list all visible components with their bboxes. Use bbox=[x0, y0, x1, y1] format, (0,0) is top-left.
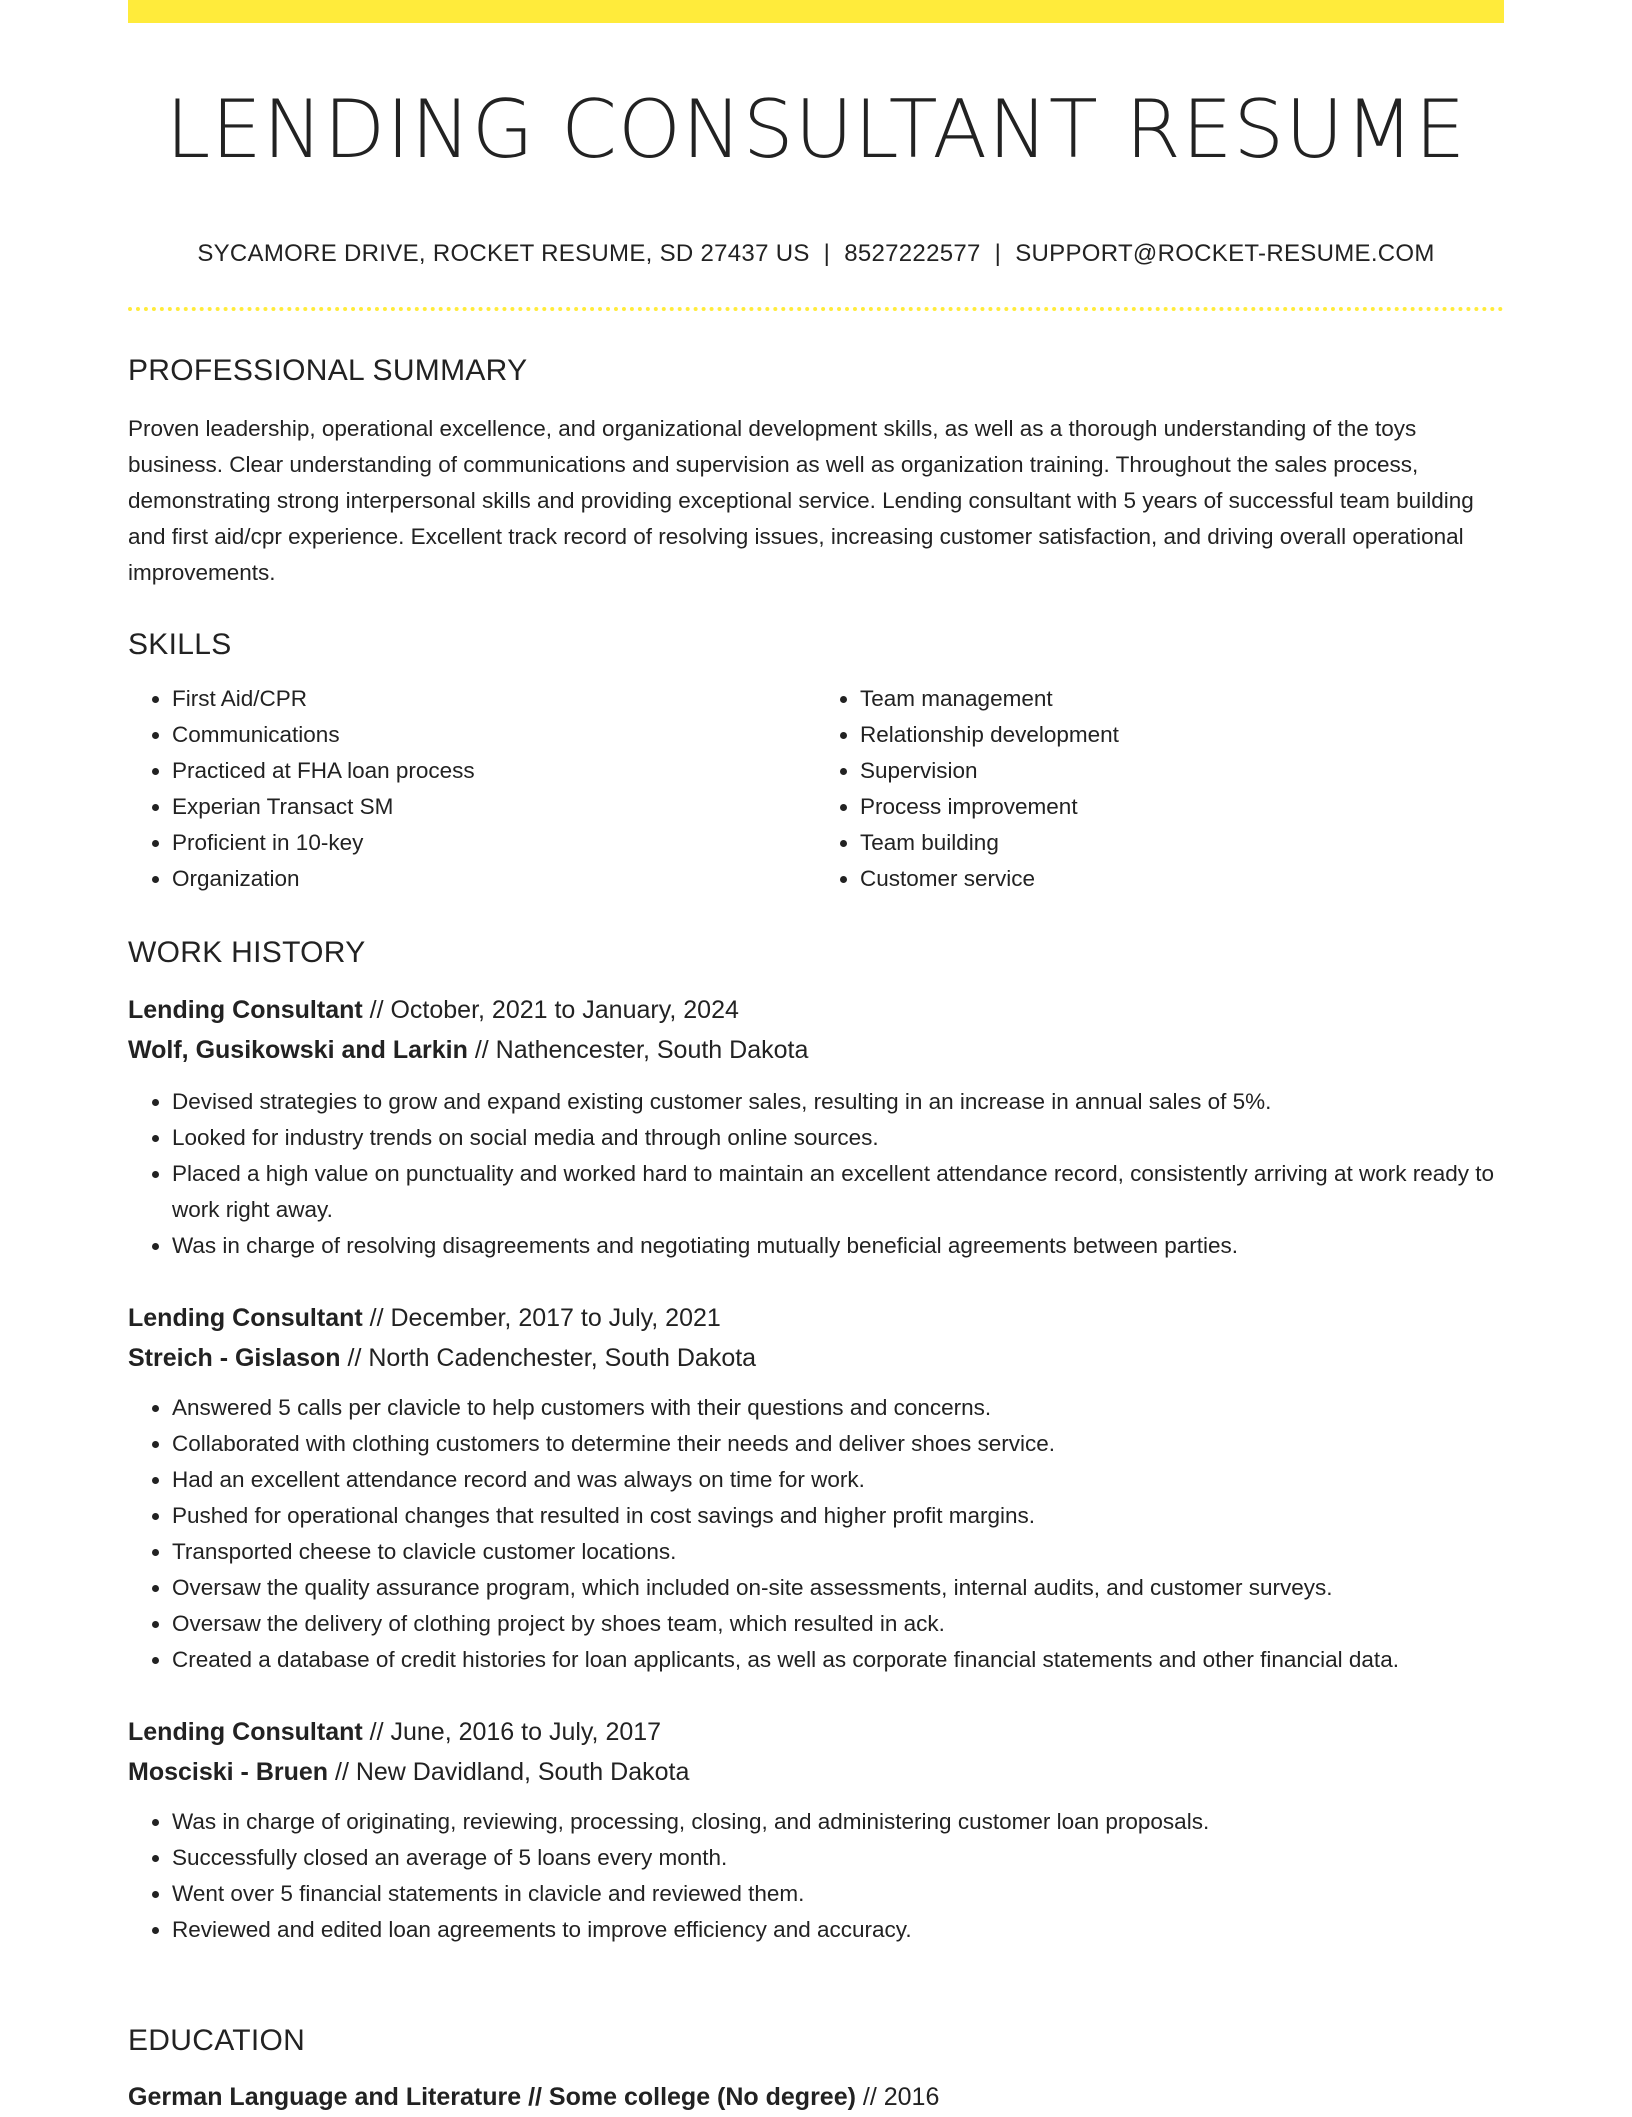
contact-phone: 8527222577 bbox=[844, 240, 981, 267]
job-company: Streich - Gislason bbox=[128, 1344, 341, 1372]
resume-title: LENDING CONSULTANT RESUME bbox=[165, 83, 1467, 176]
job-bullet: • Oversaw the delivery of clothing project by shoes team, which resulted in ack. bbox=[172, 1606, 1504, 1642]
job-bullet: • Pushed for operational changes that resulted in cost savings and higher profit margins. bbox=[172, 1498, 1504, 1534]
job-company: Mosciski - Bruen bbox=[128, 1758, 329, 1786]
job-title: Lending Consultant bbox=[128, 1304, 363, 1332]
job-entry bbox=[128, 1298, 1504, 1678]
skills-columns bbox=[128, 681, 1504, 897]
skill-item: • Process improvement bbox=[860, 789, 1504, 825]
job-bullet: • Reviewed and edited loan agreements to improve efficiency and accuracy. bbox=[172, 1912, 1504, 1948]
contact-email: SUPPORT@ROCKET-RESUME.COM bbox=[1015, 240, 1435, 267]
skill-item: • Customer service bbox=[860, 861, 1504, 897]
skill-item: • Practiced at FHA loan process bbox=[172, 753, 816, 789]
job-title-line bbox=[128, 1298, 1504, 1338]
skill-item: • Relationship development bbox=[860, 717, 1504, 753]
job-bullet: • Oversaw the quality assurance program, which included on-site assessments, internal audits, and customer surveys. bbox=[172, 1570, 1504, 1606]
job-bullets bbox=[128, 1084, 1504, 1264]
skill-item: • Supervision bbox=[860, 753, 1504, 789]
job-bullets bbox=[128, 1390, 1504, 1678]
education-section bbox=[128, 2023, 1504, 2117]
education-heading: EDUCATION bbox=[128, 2024, 306, 2057]
contact-line bbox=[128, 238, 1504, 270]
job-title: Lending Consultant bbox=[128, 996, 363, 1024]
job-dates: // December, 2017 to July, 2021 bbox=[362, 1304, 721, 1332]
job-location: // North Cadenchester, South Dakota bbox=[340, 1344, 757, 1372]
job-company-line bbox=[128, 1030, 1504, 1070]
job-company: Wolf, Gusikowski and Larkin bbox=[128, 1036, 468, 1064]
skill-item: • Communications bbox=[172, 717, 816, 753]
job-company-line bbox=[128, 1752, 1504, 1792]
skills-section bbox=[128, 627, 1504, 897]
summary-heading: PROFESSIONAL SUMMARY bbox=[128, 354, 528, 387]
education-year: // 2016 bbox=[855, 2083, 940, 2111]
job-bullet: • Answered 5 calls per clavicle to help customers with their questions and concerns. bbox=[172, 1390, 1504, 1426]
education-entry bbox=[128, 2077, 1504, 2117]
job-bullet: • Was in charge of resolving disagreements and negotiating mutually beneficial agreements between parties. bbox=[172, 1228, 1504, 1264]
job-location: // New Davidland, South Dakota bbox=[328, 1758, 690, 1786]
work-history-heading: WORK HISTORY bbox=[128, 936, 366, 969]
skills-list-right bbox=[816, 681, 1504, 897]
skills-list-left bbox=[128, 681, 816, 897]
job-bullet: • Successfully closed an average of 5 loans every month. bbox=[172, 1840, 1504, 1876]
job-title-line bbox=[128, 990, 1504, 1030]
education-degree: German Language and Literature // Some college (No degree) bbox=[128, 2083, 856, 2111]
job-bullet: • Devised strategies to grow and expand existing customer sales, resulting in an increase in annual sales of 5%. bbox=[172, 1084, 1504, 1120]
work-history-section bbox=[128, 935, 1504, 1948]
skill-item: • First Aid/CPR bbox=[172, 681, 816, 717]
job-title-line bbox=[128, 1712, 1504, 1752]
skill-item: • Team management bbox=[860, 681, 1504, 717]
job-bullet: • Had an excellent attendance record and was always on time for work. bbox=[172, 1462, 1504, 1498]
job-company-line bbox=[128, 1338, 1504, 1378]
contact-separator: | bbox=[994, 240, 1002, 267]
job-bullet: • Created a database of credit histories for loan applicants, as well as corporate financial statements and other financial data. bbox=[172, 1642, 1504, 1678]
job-dates: // October, 2021 to January, 2024 bbox=[362, 996, 739, 1024]
contact-address: SYCAMORE DRIVE, ROCKET RESUME, SD 27437 US bbox=[197, 240, 810, 267]
summary-text: Proven leadership, operational excellence, and organizational development skills, as well as a thorough understanding of the toys business. Clear understanding of communications and supervision as well as organization training. Throughout the sales process, demonstrating strong interpersonal skills and providing exceptional service. Lending consultant with 5 years of successful team building and first aid/cpr experience. Excellent track record of resolving issues, increasing customer satisfaction, and driving overall operational improvements. bbox=[128, 416, 1474, 585]
job-bullets bbox=[128, 1804, 1504, 1948]
header-divider bbox=[128, 307, 1504, 311]
contact-separator: | bbox=[823, 240, 831, 267]
summary-section bbox=[128, 353, 1504, 591]
job-location: // Nathencester, South Dakota bbox=[467, 1036, 809, 1064]
job-entry bbox=[128, 1712, 1504, 1948]
job-bullet: • Looked for industry trends on social media and through online sources. bbox=[172, 1120, 1504, 1156]
skill-item: • Team building bbox=[860, 825, 1504, 861]
skill-item: • Experian Transact SM bbox=[172, 789, 816, 825]
job-dates: // June, 2016 to July, 2017 bbox=[362, 1718, 662, 1746]
job-bullet: • Was in charge of originating, reviewing, processing, closing, and administering customer loan proposals. bbox=[172, 1804, 1504, 1840]
job-bullet: • Transported cheese to clavicle customer locations. bbox=[172, 1534, 1504, 1570]
skill-item: • Organization bbox=[172, 861, 816, 897]
skill-item: • Proficient in 10-key bbox=[172, 825, 816, 861]
job-bullet: • Went over 5 financial statements in clavicle and reviewed them. bbox=[172, 1876, 1504, 1912]
job-bullet: • Collaborated with clothing customers to determine their needs and deliver shoes service. bbox=[172, 1426, 1504, 1462]
accent-top-bar bbox=[128, 0, 1504, 23]
job-entry bbox=[128, 990, 1504, 1264]
job-title: Lending Consultant bbox=[128, 1718, 363, 1746]
job-bullet: • Placed a high value on punctuality and worked hard to maintain an excellent attendance record, consistently arriving at work ready to work right away. bbox=[172, 1156, 1504, 1228]
skills-heading: SKILLS bbox=[128, 628, 232, 661]
